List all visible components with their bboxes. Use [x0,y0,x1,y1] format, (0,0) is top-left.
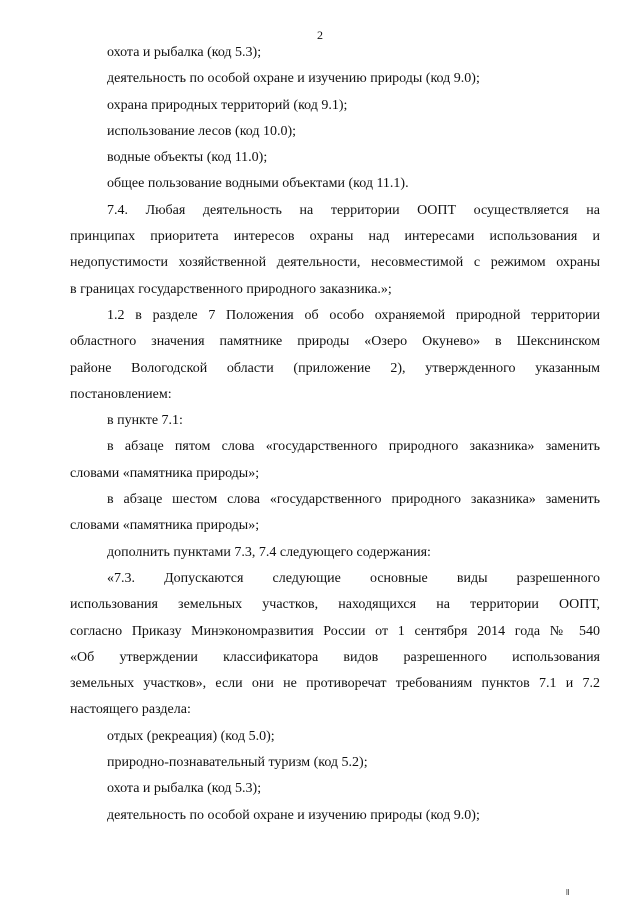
text-line: использования земельных участков, находящихся на территории ООПТ, [70,597,600,613]
text-line: охота и рыбалка (код 5.3); [107,781,262,797]
text-line: 1.2 в разделе 7 Положения об особо охраняемой природной территории [107,307,600,323]
text-line: в границах государственного природного заказника.»; [70,281,392,297]
text-line: земельных участков», если они не противоречат требованиям пунктов 7.1 и 7.2 [70,676,600,692]
text-line: природно-познавательный туризм (код 5.2); [107,755,368,771]
text-line: деятельность по особой охране и изучению природы (код 9.0); [107,807,480,823]
text-line: «7.3. Допускаются следующие основные виды разрешенного [107,570,600,586]
text-line: дополнить пунктами 7.3, 7.4 следующего содержания: [107,544,431,560]
text-line: в пункте 7.1: [107,413,183,429]
text-line: словами «памятника природы»; [70,518,260,534]
text-line: общее пользование водными объектами (код 11.1). [107,176,409,192]
text-line: постановлением: [70,386,172,402]
text-line: принципах приоритета интересов охраны над интересами использования и [70,229,600,245]
text-line: настоящего раздела: [70,702,191,718]
text-line: водные объекты (код 11.0); [107,150,268,166]
text-line: областного значения памятнике природы «Озеро Окунево» в Шекснинском [70,334,600,350]
text-line: 7.4. Любая деятельность на территории ООПТ осуществляется на [107,202,600,218]
document-body [70,40,600,829]
text-line: «Об утверждении классификатора видов разрешенного использования [70,649,600,665]
text-line: в абзаце пятом слова «государственного природного заказника» заменить [107,439,600,455]
text-line: отдых (рекреация) (код 5.0); [107,728,275,744]
text-line: охрана природных территорий (код 9.1); [107,97,348,113]
text-line: использование лесов (код 10.0); [107,123,297,139]
page-number: 2 [317,28,323,42]
text-line: в абзаце шестом слова «государственного природного заказника» заменить [107,492,600,508]
text-line: деятельность по особой охране и изучению природы (код 9.0); [107,71,480,87]
text-line: охота и рыбалка (код 5.3); [107,45,262,60]
footer-mark: ll [566,888,570,897]
text-line: согласно Приказу Минэкономразвития России от 1 сентября 2014 года № 540 [70,623,600,639]
text-line: районе Вологодской области (приложение 2), утвержденного указанным [70,360,600,376]
text-line: недопустимости хозяйственной деятельности, несовместимой с режимом охраны [70,255,600,271]
text-line: словами «памятника природы»; [70,465,260,481]
